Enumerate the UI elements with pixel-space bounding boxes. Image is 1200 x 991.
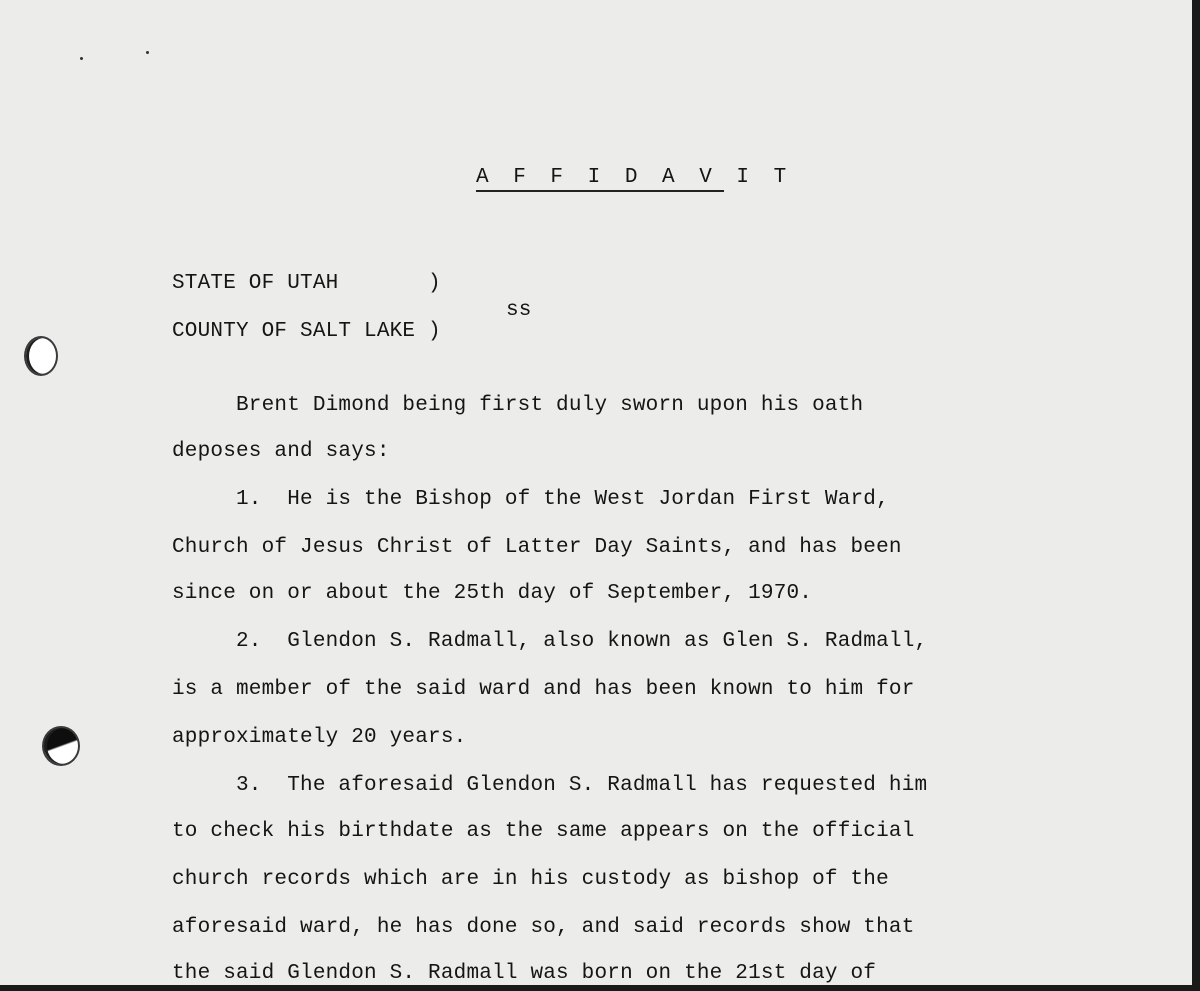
- title-underline: [476, 190, 724, 192]
- ink-speck: [80, 57, 83, 60]
- body-line: Brent Dimond being first duly sworn upon his oath: [172, 394, 864, 417]
- body-line: 1. He is the Bishop of the West Jordan First Ward,: [172, 488, 889, 511]
- ink-speck: [146, 51, 149, 54]
- body-line: to check his birthdate as the same appears on the official: [172, 820, 915, 843]
- body-line: aforesaid ward, he has done so, and said records show that: [172, 916, 915, 939]
- punch-hole-icon: [24, 336, 58, 376]
- venue-ss: ss: [506, 299, 532, 322]
- body-line: approximately 20 years.: [172, 726, 467, 749]
- body-line: since on or about the 25th day of September, 1970.: [172, 582, 813, 605]
- body-line: 2. Glendon S. Radmall, also known as Glen S. Radmall,: [172, 630, 928, 653]
- body-line: church records which are in his custody as bishop of the: [172, 868, 889, 891]
- document-title: A F F I D A V I T: [476, 166, 793, 189]
- venue-county: COUNTY OF SALT LAKE ): [172, 320, 441, 343]
- body-line: Church of Jesus Christ of Latter Day Saints, and has been: [172, 536, 902, 559]
- punch-hole-icon: [42, 726, 80, 766]
- body-line: deposes and says:: [172, 440, 390, 463]
- venue-state: STATE OF UTAH ): [172, 272, 441, 295]
- body-line: the said Glendon S. Radmall was born on the 21st day of: [172, 962, 877, 985]
- body-line: 3. The aforesaid Glendon S. Radmall has requested him: [172, 774, 928, 797]
- body-line: is a member of the said ward and has been known to him for: [172, 678, 915, 701]
